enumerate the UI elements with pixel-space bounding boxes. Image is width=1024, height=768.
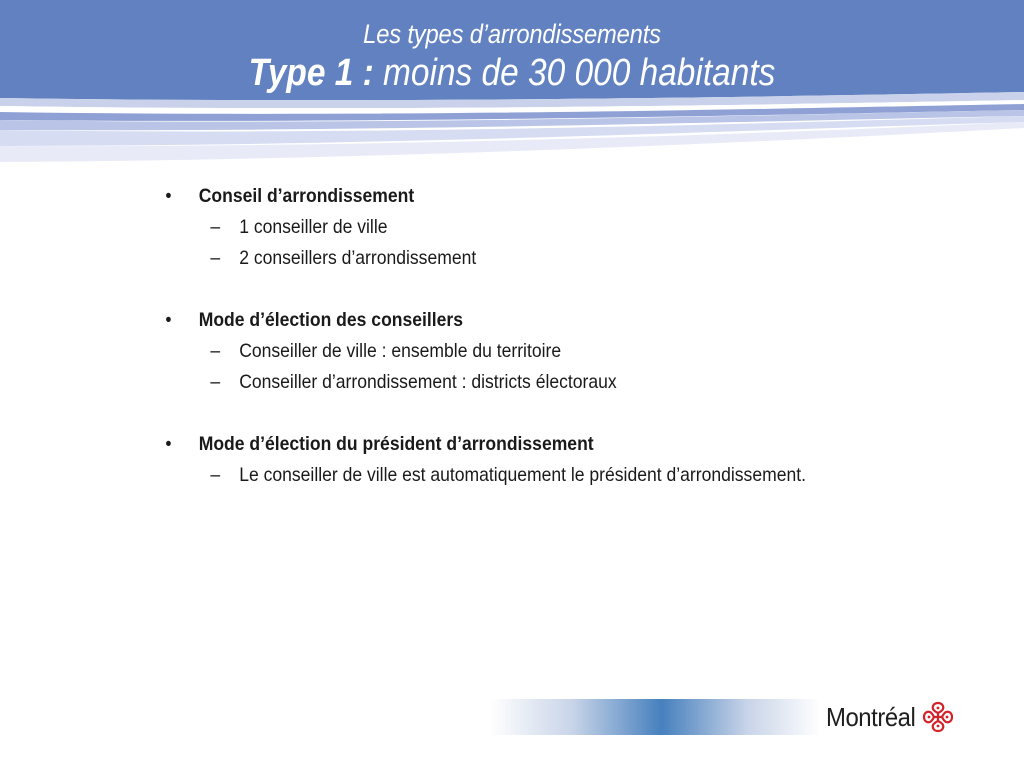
bullet-dot: • [165, 185, 172, 207]
slide-title-line1: Les types d’arrondissements [363, 19, 661, 49]
sub-item-text: Conseiller de ville : ensemble du territoire [239, 340, 562, 362]
dash-marker: – [210, 371, 221, 393]
montreal-logo [826, 700, 955, 734]
dash-marker: – [210, 340, 221, 362]
bullet-heading: Mode d’élection des conseillers [198, 309, 464, 331]
bullet-item [160, 181, 898, 212]
bullet-heading: Conseil d’arrondissement [198, 185, 415, 207]
logo-text: Montréal [826, 701, 916, 732]
sub-item [160, 212, 898, 243]
sub-item-text: 2 conseillers d’arrondissement [239, 247, 477, 269]
slide-title-subtitle: moins de 30 000 habitants [373, 52, 776, 94]
slide-title [0, 17, 1024, 95]
sub-item [160, 460, 898, 491]
dash-marker: – [210, 247, 221, 269]
bullet-item [160, 305, 898, 336]
rose-emblem-icon [921, 700, 955, 734]
bullet-dot: • [165, 309, 172, 331]
sub-item [160, 336, 898, 367]
sub-item-text: Conseiller d’arrondissement : districts électoraux [239, 371, 617, 393]
sub-item [160, 367, 898, 398]
sub-item-text: 1 conseiller de ville [239, 216, 388, 238]
bullet-item [160, 429, 898, 460]
bullet-list [160, 181, 980, 491]
dash-marker: – [210, 464, 221, 486]
spacer [160, 398, 980, 429]
sub-item-text: Le conseiller de ville est automatiquement le président d’arrondissement. [239, 464, 806, 486]
dash-marker: – [210, 216, 221, 238]
spacer [160, 274, 980, 305]
sub-item [160, 243, 898, 274]
bullet-dot: • [165, 433, 172, 455]
slide-title-type-label: Type 1 : [248, 52, 374, 94]
bullet-heading: Mode d’élection du président d’arrondissement [198, 433, 594, 455]
slide-title-line2 [61, 51, 962, 95]
footer-gradient-band [490, 699, 820, 735]
